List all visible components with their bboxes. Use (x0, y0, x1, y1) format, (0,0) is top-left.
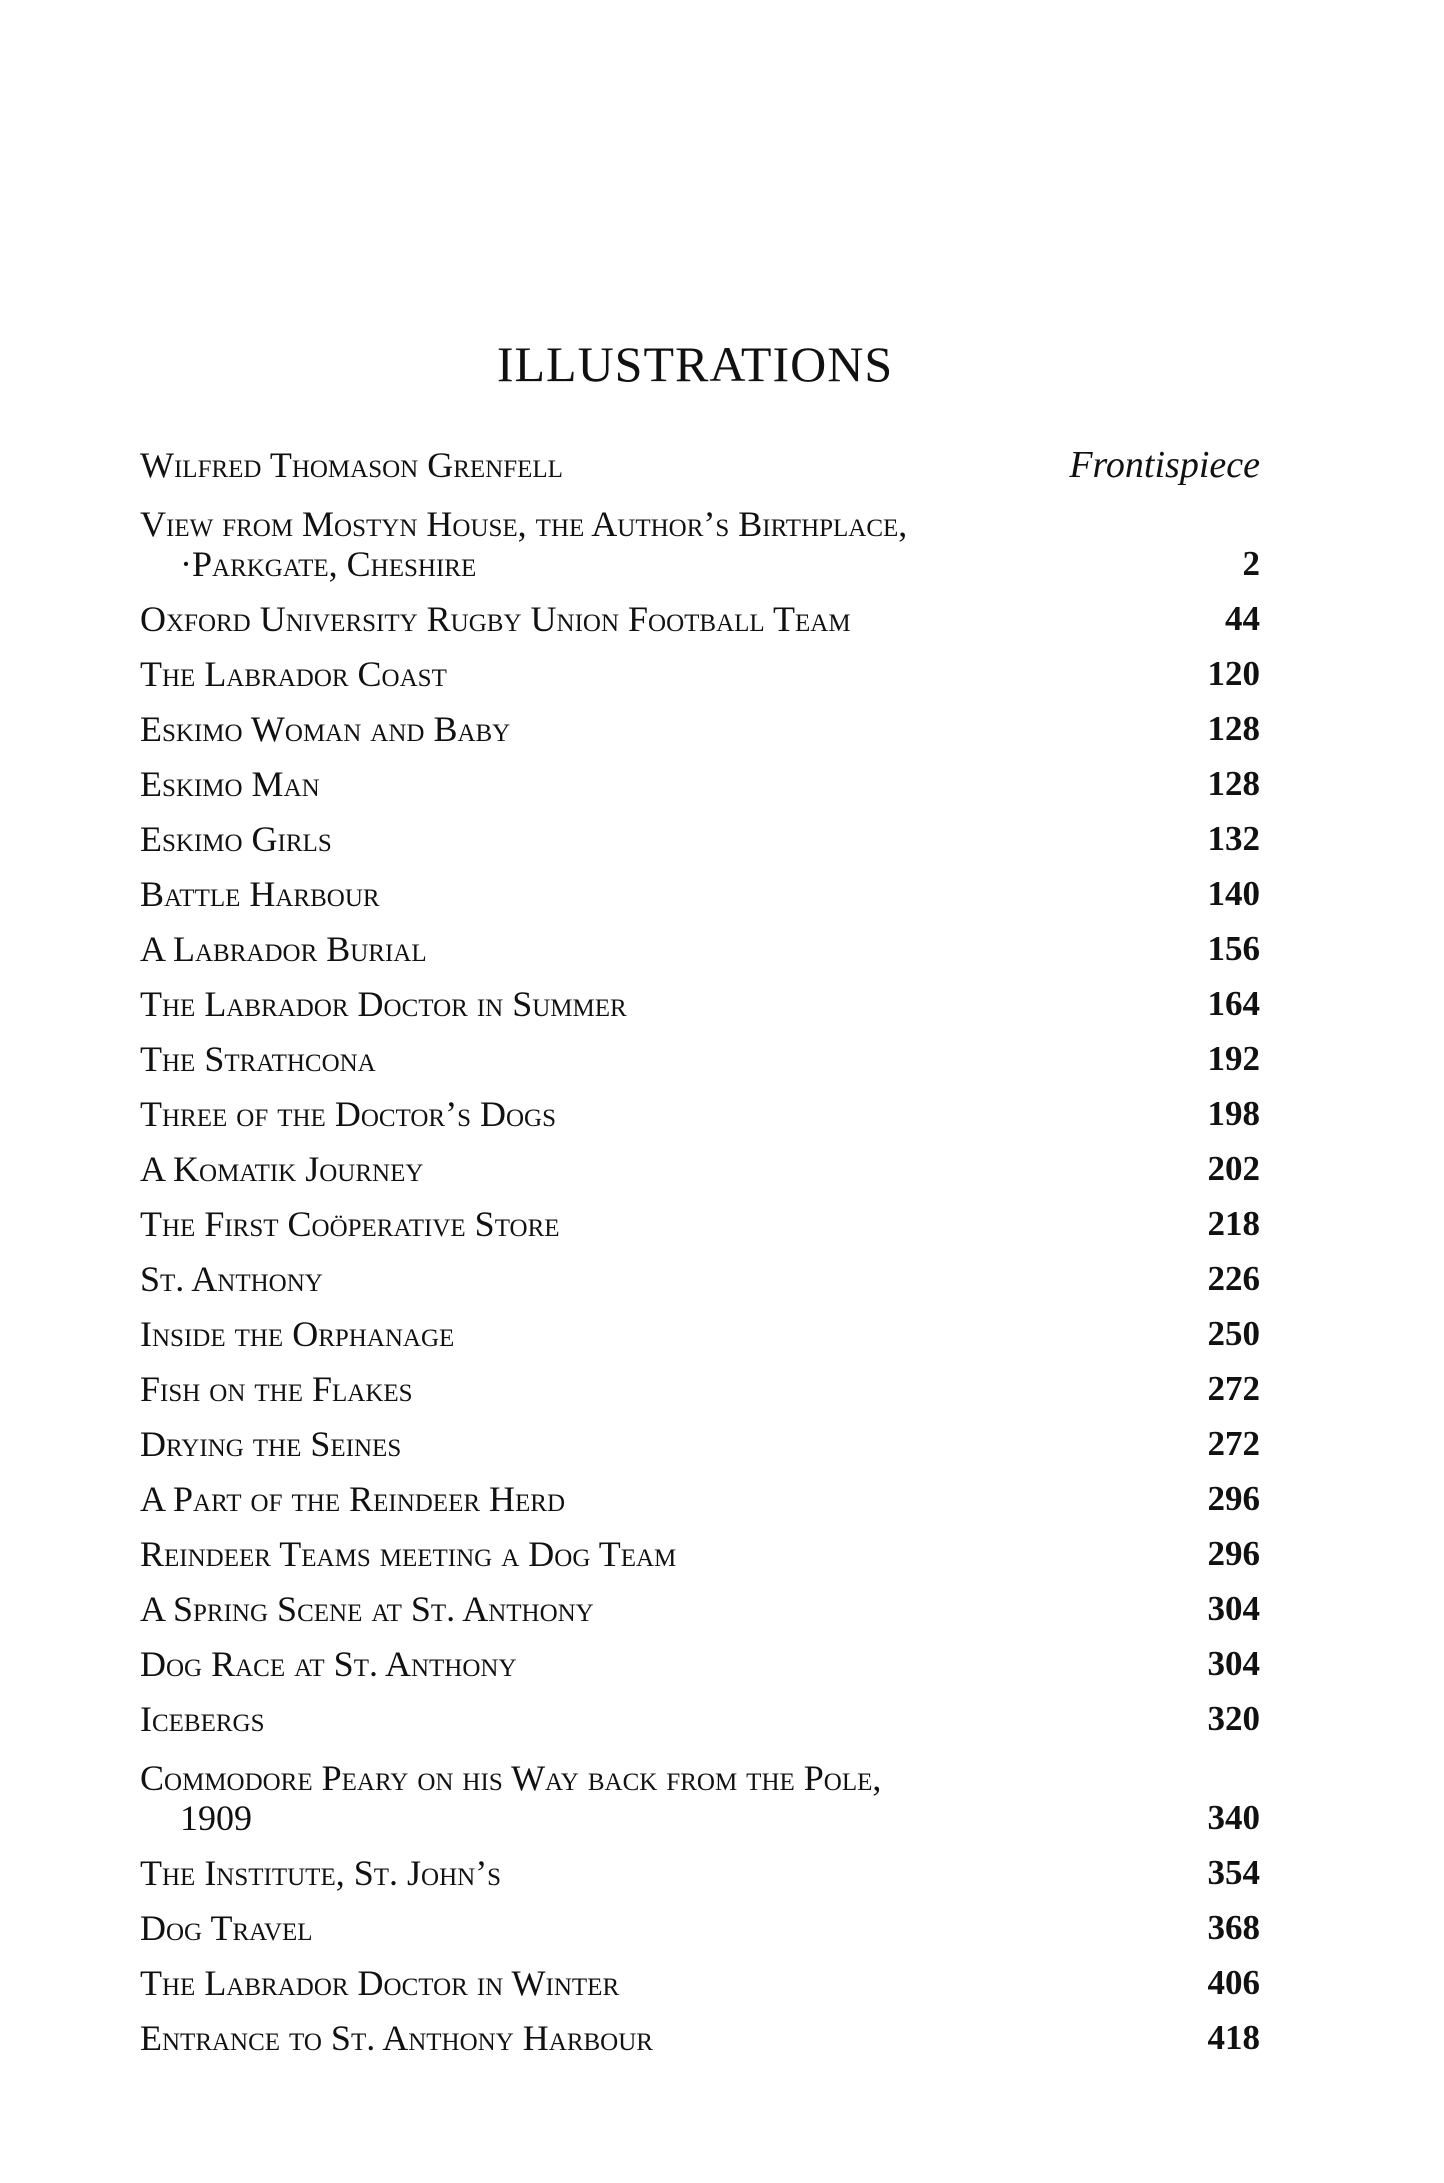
list-item (140, 1519, 1260, 1574)
entry-title-line-1: View from Mostyn House, the Author’s Birthplace, (140, 504, 908, 544)
entry-page: 406 (1207, 1963, 1260, 2002)
entry-title-line-1: Commodore Peary on his Way back from the Pole, (140, 1758, 882, 1798)
entry-page: 192 (1207, 1039, 1260, 1078)
entry-title: The Labrador Doctor in Summer (140, 984, 627, 1024)
list-item (140, 639, 1260, 694)
page-heading: ILLUSTRATIONS (496, 336, 894, 392)
list-item (140, 2003, 1260, 2058)
entry-title: A Spring Scene at St. Anthony (140, 1589, 594, 1629)
entry-title: Reindeer Teams meeting a Dog Team (140, 1534, 677, 1574)
list-item (140, 1244, 1260, 1299)
entry-title: Drying the Seines (140, 1424, 402, 1464)
list-item (140, 1893, 1260, 1948)
entry-page: 140 (1207, 874, 1260, 913)
entry-title: Eskimo Woman and Baby (140, 709, 511, 749)
entry-title: St. Anthony (140, 1259, 323, 1299)
entry-title: Oxford University Rugby Union Football Team (140, 599, 851, 639)
entry-title: Eskimo Man (140, 764, 320, 804)
entry-title: Three of the Doctor’s Dogs (140, 1094, 556, 1134)
entry-title: The First Coöperative Store (140, 1204, 560, 1244)
list-item (140, 1574, 1260, 1629)
entry-title: A Part of the Reindeer Herd (140, 1479, 566, 1519)
entry-title: The Strathcona (140, 1039, 376, 1079)
list-item (140, 749, 1260, 804)
entry-title: Dog Race at St. Anthony (140, 1644, 517, 1684)
entry-title: Battle Harbour (140, 874, 380, 914)
list-item (140, 1134, 1260, 1189)
list-item (140, 1079, 1260, 1134)
entry-title-line-2: ·Parkgate, Cheshire (180, 544, 477, 584)
entry-page: 354 (1207, 1853, 1260, 1892)
list-item (140, 1299, 1260, 1354)
entry-page: 44 (1225, 599, 1260, 638)
entry-page: 418 (1207, 2018, 1260, 2057)
list-item (140, 969, 1260, 1024)
entry-title: Entrance to St. Anthony Harbour (140, 2018, 653, 2058)
entry-page: 320 (1207, 1699, 1260, 1738)
entry-title: Eskimo Girls (140, 819, 332, 859)
list-item (140, 430, 1260, 485)
entry-title (140, 1758, 1180, 1838)
list-item (140, 1948, 1260, 2003)
entry-title: Dog Travel (140, 1908, 313, 1948)
list-item (140, 859, 1260, 914)
entry-page: 226 (1207, 1259, 1260, 1298)
entry-title: Fish on the Flakes (140, 1369, 413, 1409)
entry-page: 202 (1207, 1149, 1260, 1188)
list-item (140, 485, 1260, 584)
list-item (140, 1629, 1260, 1684)
list-item (140, 1409, 1260, 1464)
entry-page: Frontispiece (1069, 444, 1260, 486)
entry-page: 164 (1207, 984, 1260, 1023)
list-item (140, 1464, 1260, 1519)
list-item (140, 1189, 1260, 1244)
list-item (140, 584, 1260, 639)
entry-page: 272 (1207, 1424, 1260, 1463)
entry-page: 368 (1207, 1908, 1260, 1947)
entry-title: Icebergs (140, 1699, 265, 1739)
list-item (140, 1684, 1260, 1739)
entry-page: 198 (1207, 1094, 1260, 1133)
entry-page: 2 (1242, 544, 1260, 583)
entry-page: 128 (1207, 709, 1260, 748)
entry-page: 250 (1207, 1314, 1260, 1353)
list-item (140, 914, 1260, 969)
list-item (140, 1024, 1260, 1079)
entry-title (140, 504, 1180, 584)
entry-page: 272 (1207, 1369, 1260, 1408)
entry-title-line-2: 1909 (180, 1798, 252, 1838)
entry-page: 304 (1207, 1644, 1260, 1683)
entry-title: A Labrador Burial (140, 929, 427, 969)
entry-title: The Institute, St. John’s (140, 1853, 502, 1893)
entry-page: 340 (1207, 1798, 1260, 1837)
list-item (140, 694, 1260, 749)
entry-page: 156 (1207, 929, 1260, 968)
entry-title: A Komatik Journey (140, 1149, 424, 1189)
entry-page: 218 (1207, 1204, 1260, 1243)
entry-title: Inside the Orphanage (140, 1314, 455, 1354)
illustrations-list (140, 430, 1260, 2058)
entry-title: Wilfred Thomason Grenfell (140, 445, 563, 485)
entry-title: The Labrador Coast (140, 654, 447, 694)
list-item (140, 1354, 1260, 1409)
entry-page: 128 (1207, 764, 1260, 803)
entry-title: The Labrador Doctor in Winter (140, 1963, 620, 2003)
entry-page: 120 (1207, 654, 1260, 693)
list-item (140, 1838, 1260, 1893)
entry-page: 296 (1207, 1534, 1260, 1573)
list-item (140, 804, 1260, 859)
entry-page: 304 (1207, 1589, 1260, 1628)
entry-page: 296 (1207, 1479, 1260, 1518)
list-item (140, 1739, 1260, 1838)
entry-page: 132 (1207, 819, 1260, 858)
